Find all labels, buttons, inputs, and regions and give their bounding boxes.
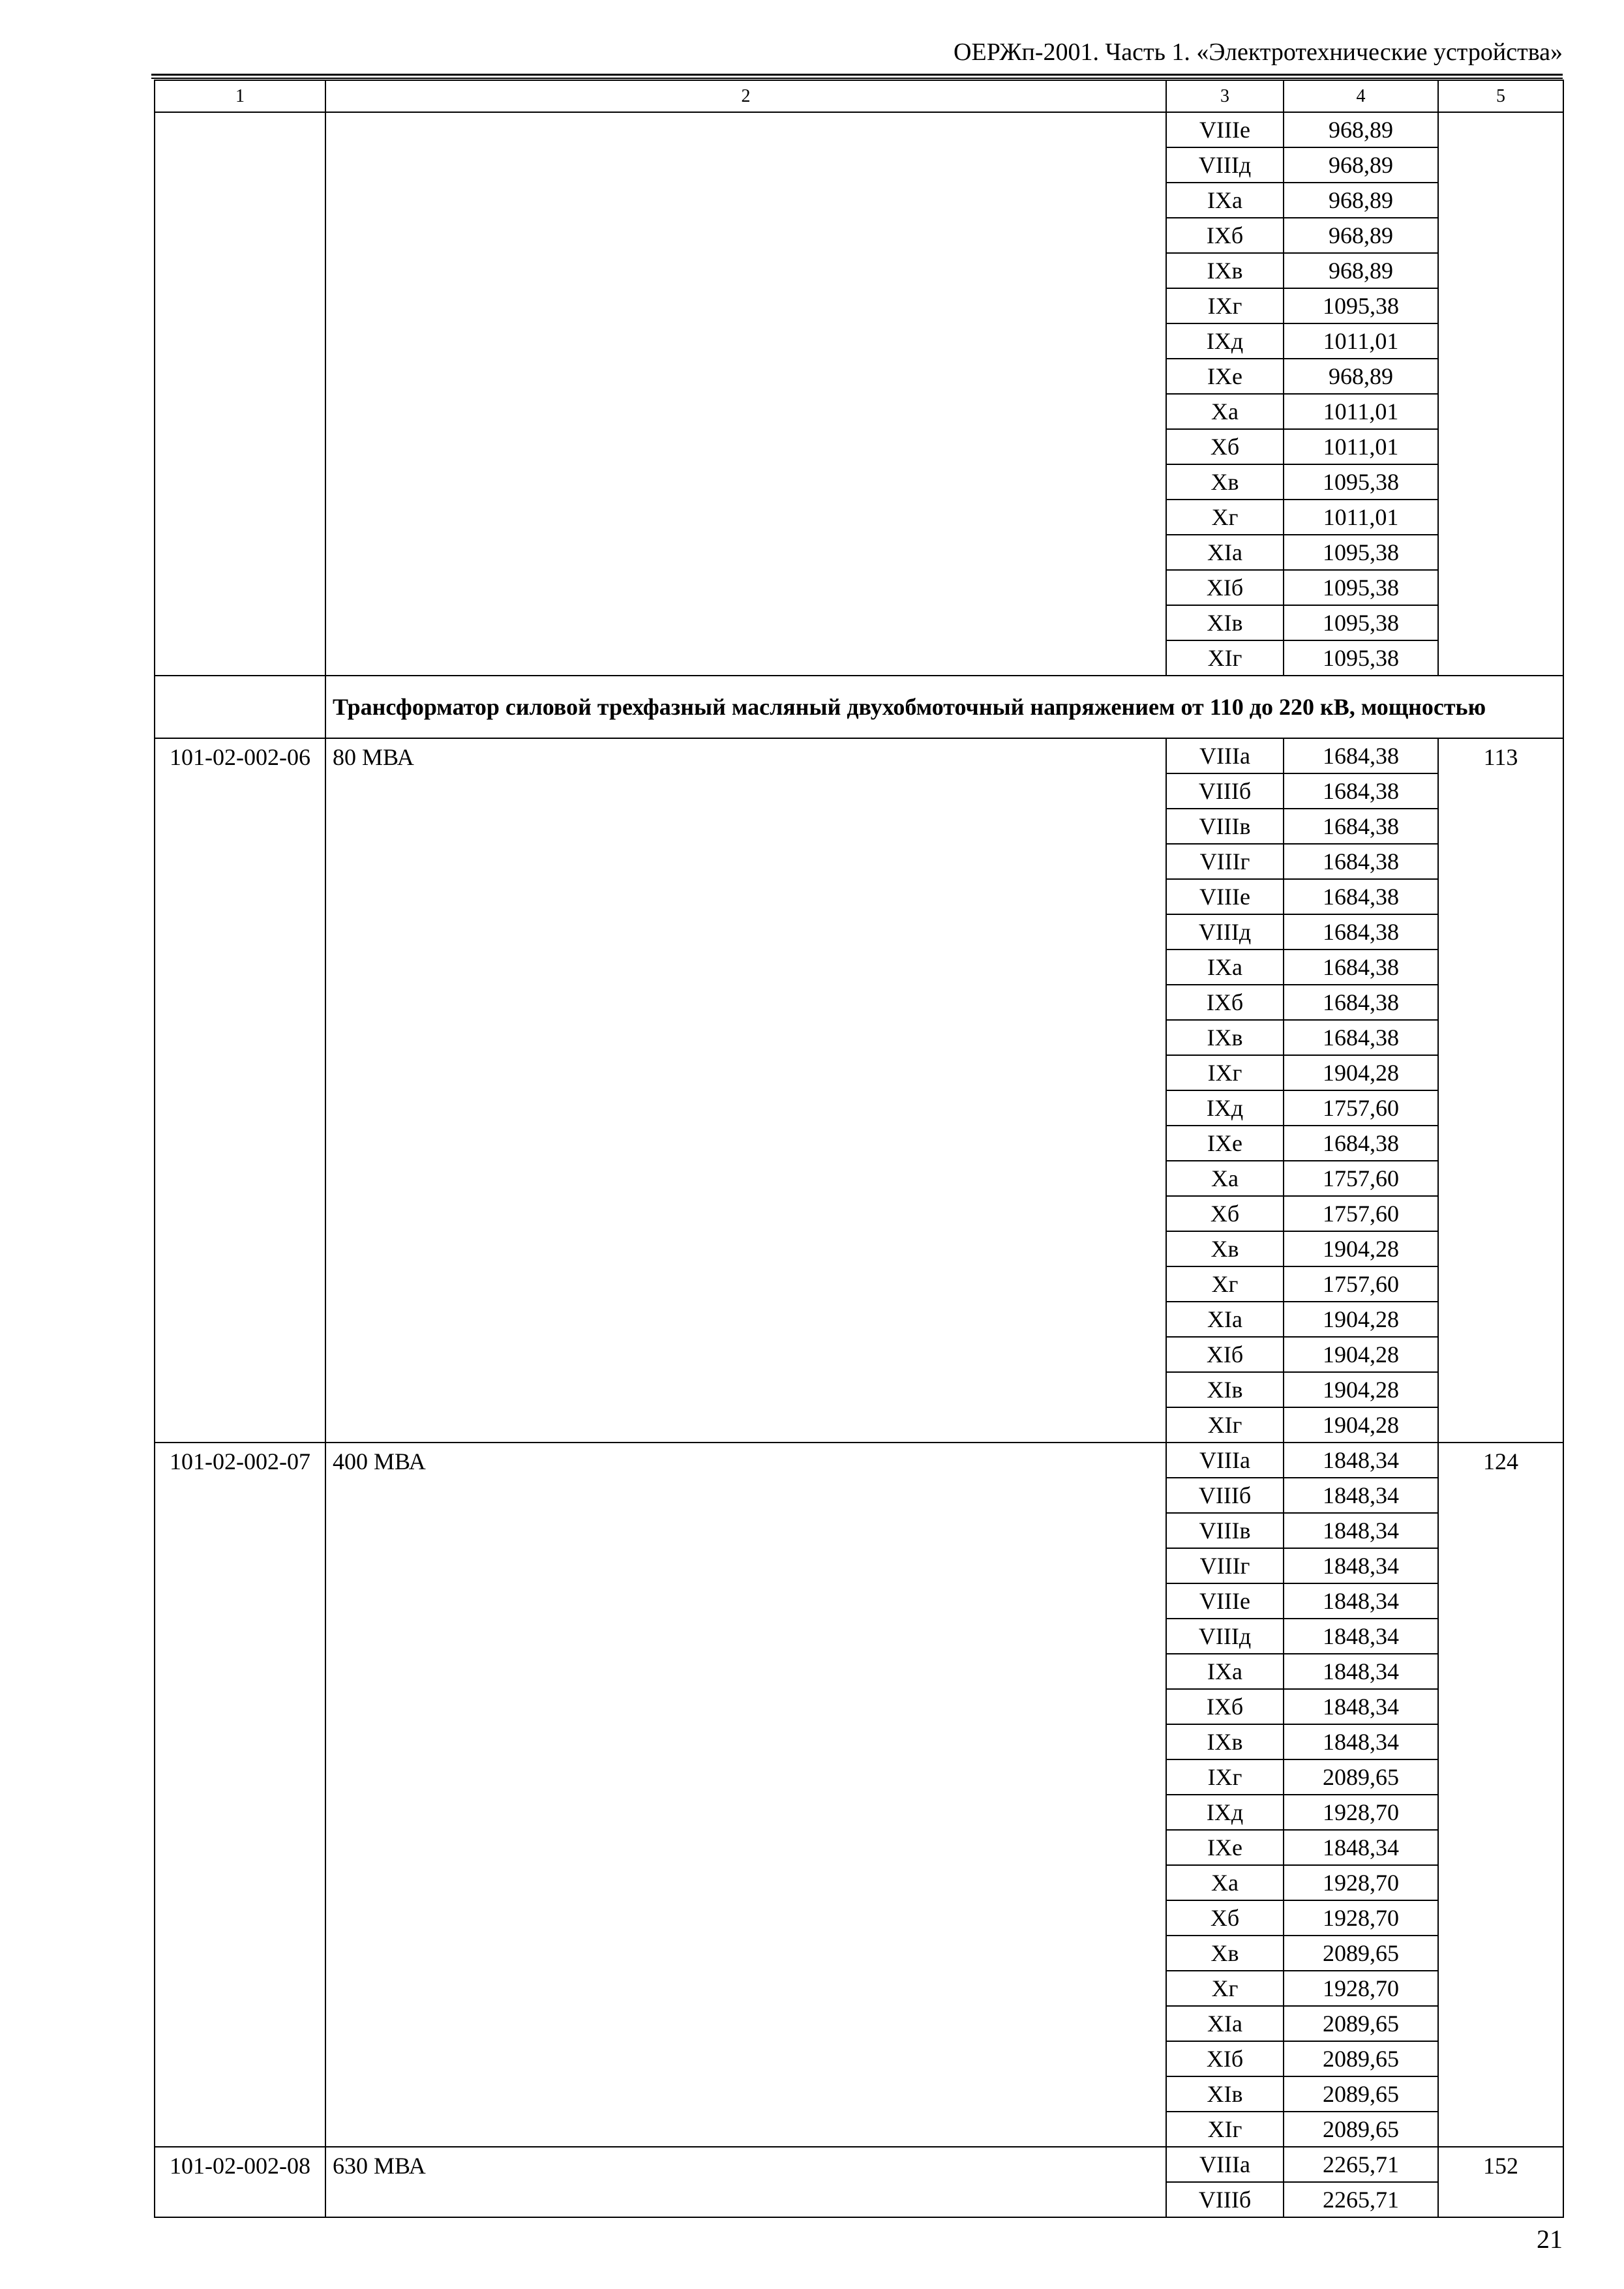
- price-cell: 1848,34: [1284, 1689, 1438, 1724]
- price-cell: 1684,38: [1284, 1126, 1438, 1161]
- table-row: [155, 738, 1563, 773]
- price-cell: 1684,38: [1284, 950, 1438, 985]
- item-code-cell: [155, 738, 325, 1443]
- price-cell: 1684,38: [1284, 879, 1438, 914]
- zone-cell: IXа: [1166, 950, 1284, 985]
- price-cell: 1904,28: [1284, 1055, 1438, 1090]
- price-cell: 1095,38: [1284, 570, 1438, 605]
- zone-cell: IXг: [1166, 1055, 1284, 1090]
- price-cell: 1848,34: [1284, 1654, 1438, 1689]
- price-cell: 1904,28: [1284, 1407, 1438, 1443]
- price-cell: 1684,38: [1284, 738, 1438, 773]
- column-number: 1: [155, 80, 325, 112]
- price-cell: 2089,65: [1284, 2076, 1438, 2112]
- price-cell: 1684,38: [1284, 809, 1438, 844]
- zone-cell: Xа: [1166, 394, 1284, 429]
- zone-cell: Xв: [1166, 1936, 1284, 1971]
- column-numbers-row: [155, 80, 1563, 112]
- price-cell: 968,89: [1284, 253, 1438, 288]
- price-cell: 1904,28: [1284, 1231, 1438, 1266]
- price-cell: 1095,38: [1284, 535, 1438, 570]
- item-number-cell: [1438, 2147, 1563, 2217]
- zone-cell: IXб: [1166, 985, 1284, 1020]
- zone-cell: XIг: [1166, 640, 1284, 676]
- zone-cell: IXа: [1166, 183, 1284, 218]
- price-cell: 968,89: [1284, 147, 1438, 183]
- price-cell: 1684,38: [1284, 1020, 1438, 1055]
- zone-cell: XIа: [1166, 535, 1284, 570]
- price-cell: 2265,71: [1284, 2182, 1438, 2217]
- price-cell: 1848,34: [1284, 1619, 1438, 1654]
- zone-cell: IXб: [1166, 1689, 1284, 1724]
- table-row: [155, 1443, 1563, 1478]
- price-cell: 1848,34: [1284, 1443, 1438, 1478]
- header-rule: [151, 78, 1563, 79]
- zone-cell: Xг: [1166, 500, 1284, 535]
- zone-cell: XIб: [1166, 2041, 1284, 2076]
- zone-cell: VIIIд: [1166, 1619, 1284, 1654]
- zone-cell: XIб: [1166, 1337, 1284, 1372]
- item-description-cell: [325, 112, 1166, 676]
- zone-cell: IXг: [1166, 1759, 1284, 1795]
- price-cell: 2089,65: [1284, 1759, 1438, 1795]
- section-row: [155, 676, 1563, 738]
- zone-cell: XIб: [1166, 570, 1284, 605]
- zone-cell: IXе: [1166, 1126, 1284, 1161]
- price-cell: 1904,28: [1284, 1372, 1438, 1407]
- zone-cell: IXв: [1166, 253, 1284, 288]
- item-description-cell: [325, 2147, 1166, 2217]
- item-code: 101-02-002-06: [170, 744, 310, 770]
- item-code: 101-02-002-08: [170, 2153, 310, 2179]
- price-cell: 1928,70: [1284, 1900, 1438, 1936]
- price-cell: 1928,70: [1284, 1865, 1438, 1900]
- price-cell: 1848,34: [1284, 1724, 1438, 1759]
- price-cell: 1928,70: [1284, 1971, 1438, 2006]
- zone-cell: Xб: [1166, 1196, 1284, 1231]
- zone-cell: IXе: [1166, 1830, 1284, 1865]
- section-code-cell: [155, 676, 325, 738]
- price-cell: 2089,65: [1284, 2041, 1438, 2076]
- zone-cell: VIIIе: [1166, 1583, 1284, 1619]
- column-number: 2: [325, 80, 1166, 112]
- price-cell: 1095,38: [1284, 288, 1438, 323]
- price-cell: 2089,65: [1284, 2112, 1438, 2147]
- zone-cell: VIIIе: [1166, 112, 1284, 147]
- zone-cell: Xб: [1166, 429, 1284, 464]
- zone-cell: VIIIе: [1166, 879, 1284, 914]
- item-number: 113: [1483, 744, 1518, 770]
- item-description-cell: [325, 1443, 1166, 2147]
- price-cell: 968,89: [1284, 359, 1438, 394]
- price-cell: 1757,60: [1284, 1090, 1438, 1126]
- zone-cell: IXб: [1166, 218, 1284, 253]
- zone-cell: VIIIв: [1166, 809, 1284, 844]
- price-cell: 1757,60: [1284, 1161, 1438, 1196]
- zone-cell: IXе: [1166, 359, 1284, 394]
- zone-cell: VIIIб: [1166, 2182, 1284, 2217]
- price-cell: 1848,34: [1284, 1830, 1438, 1865]
- price-cell: 968,89: [1284, 183, 1438, 218]
- zone-cell: Xа: [1166, 1161, 1284, 1196]
- price-cell: 1684,38: [1284, 985, 1438, 1020]
- price-cell: 968,89: [1284, 218, 1438, 253]
- price-cell: 1684,38: [1284, 914, 1438, 950]
- column-number: 3: [1166, 80, 1284, 112]
- item-number-cell: [1438, 738, 1563, 1443]
- zone-cell: IXг: [1166, 288, 1284, 323]
- zone-cell: IXд: [1166, 1795, 1284, 1830]
- price-cell: 1684,38: [1284, 844, 1438, 879]
- zone-cell: IXа: [1166, 1654, 1284, 1689]
- price-cell: 1757,60: [1284, 1196, 1438, 1231]
- zone-cell: XIв: [1166, 1372, 1284, 1407]
- price-cell: 1011,01: [1284, 500, 1438, 535]
- price-cell: 1904,28: [1284, 1302, 1438, 1337]
- zone-cell: VIIIб: [1166, 773, 1284, 809]
- zone-cell: VIIIд: [1166, 147, 1284, 183]
- item-code-cell: [155, 112, 325, 676]
- item-number: 124: [1483, 1448, 1518, 1474]
- zone-cell: VIIIг: [1166, 1548, 1284, 1583]
- price-cell: 1848,34: [1284, 1548, 1438, 1583]
- zone-cell: VIIIг: [1166, 844, 1284, 879]
- zone-cell: XIг: [1166, 1407, 1284, 1443]
- zone-cell: IXв: [1166, 1020, 1284, 1055]
- zone-cell: IXв: [1166, 1724, 1284, 1759]
- zone-cell: VIIIб: [1166, 1478, 1284, 1513]
- page-number: 21: [1537, 2224, 1563, 2254]
- item-number-cell: [1438, 1443, 1563, 2147]
- zone-cell: Xв: [1166, 1231, 1284, 1266]
- item-code-cell: [155, 1443, 325, 2147]
- section-title: Трансформатор силовой трехфазный масляный двухобмоточный напряжением от 110 до 220 кВ, мощностью: [325, 676, 1563, 738]
- price-cell: 2089,65: [1284, 1936, 1438, 1971]
- price-cell: 1848,34: [1284, 1478, 1438, 1513]
- price-cell: 2265,71: [1284, 2147, 1438, 2182]
- price-cell: 1095,38: [1284, 605, 1438, 640]
- price-cell: 1095,38: [1284, 464, 1438, 500]
- table-row: [155, 112, 1563, 147]
- price-cell: 1011,01: [1284, 429, 1438, 464]
- item-description-cell: [325, 738, 1166, 1443]
- price-cell: 1848,34: [1284, 1583, 1438, 1619]
- item-number-cell: [1438, 112, 1563, 676]
- table-row: [155, 2147, 1563, 2182]
- column-number: 4: [1284, 80, 1438, 112]
- zone-cell: XIв: [1166, 2076, 1284, 2112]
- zone-cell: VIIIа: [1166, 738, 1284, 773]
- price-cell: 1848,34: [1284, 1513, 1438, 1548]
- page-header-title: ОЕРЖп-2001. Часть 1. «Электротехнические устройства»: [954, 38, 1563, 66]
- zone-cell: Xг: [1166, 1971, 1284, 2006]
- zone-cell: XIв: [1166, 605, 1284, 640]
- price-cell: 968,89: [1284, 112, 1438, 147]
- zone-cell: IXд: [1166, 1090, 1284, 1126]
- price-cell: 1011,01: [1284, 323, 1438, 359]
- item-description: 400 МВА: [333, 1448, 426, 1474]
- item-description: 80 МВА: [333, 744, 414, 770]
- price-cell: 1928,70: [1284, 1795, 1438, 1830]
- zone-cell: VIIIв: [1166, 1513, 1284, 1548]
- zone-cell: VIIIа: [1166, 2147, 1284, 2182]
- price-cell: 1757,60: [1284, 1266, 1438, 1302]
- zone-cell: Xб: [1166, 1900, 1284, 1936]
- price-cell: 1011,01: [1284, 394, 1438, 429]
- item-code: 101-02-002-07: [170, 1448, 310, 1474]
- zone-cell: VIIIд: [1166, 914, 1284, 950]
- price-cell: 1095,38: [1284, 640, 1438, 676]
- zone-cell: XIа: [1166, 2006, 1284, 2041]
- rates-table-body: [155, 80, 1563, 2217]
- item-description: 630 МВА: [333, 2153, 426, 2179]
- zone-cell: IXд: [1166, 323, 1284, 359]
- zone-cell: Xа: [1166, 1865, 1284, 1900]
- item-code-cell: [155, 2147, 325, 2217]
- zone-cell: Xг: [1166, 1266, 1284, 1302]
- zone-cell: XIг: [1166, 2112, 1284, 2147]
- column-number: 5: [1438, 80, 1563, 112]
- zone-cell: Xв: [1166, 464, 1284, 500]
- price-cell: 2089,65: [1284, 2006, 1438, 2041]
- price-cell: 1904,28: [1284, 1337, 1438, 1372]
- zone-cell: VIIIа: [1166, 1443, 1284, 1478]
- item-number: 152: [1483, 2153, 1518, 2179]
- header-rule: [151, 74, 1563, 76]
- price-cell: 1684,38: [1284, 773, 1438, 809]
- rates-table: [154, 80, 1564, 2218]
- zone-cell: XIа: [1166, 1302, 1284, 1337]
